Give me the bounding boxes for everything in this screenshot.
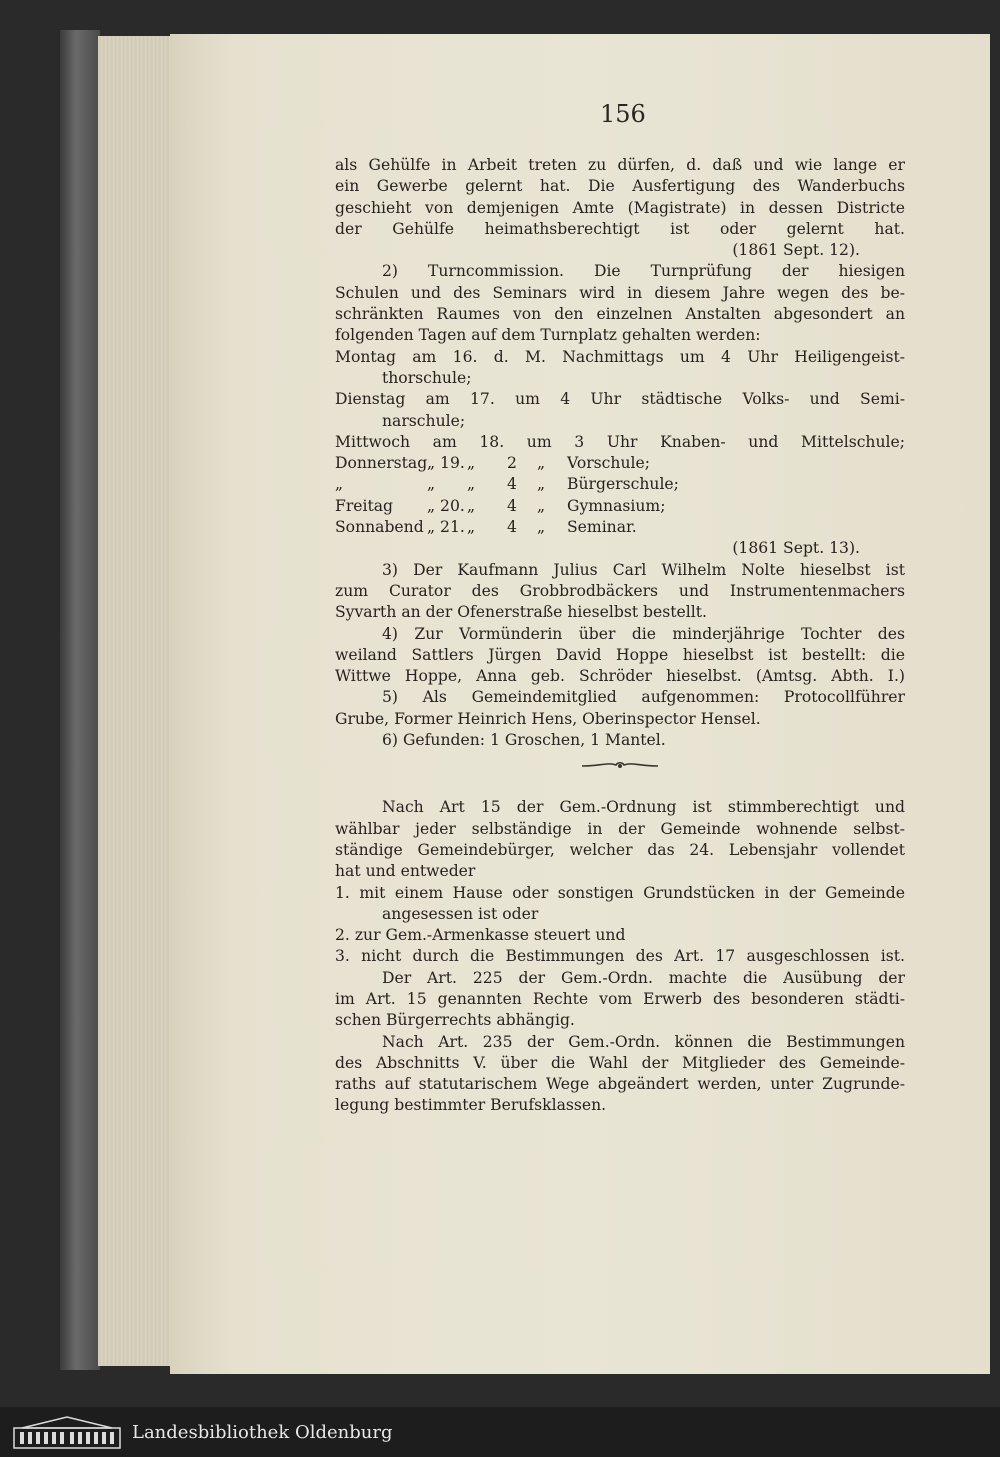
page-stack: [98, 36, 178, 1366]
schedule-uhr: „: [537, 496, 546, 515]
schedule-hour: 2: [507, 454, 517, 473]
library-name: Landesbibliothek Oldenburg: [132, 1421, 393, 1443]
text-line: wählbar jeder selbständige in der Gemeinde wohnende selbst-: [335, 819, 905, 838]
text-line: zum Curator des Grobbrodbäckers und Instrumentenmachers: [335, 581, 905, 600]
book-cover-edge: [60, 30, 100, 1370]
text-line: Grube, Former Heinrich Hens, Oberinspector Hensel.: [335, 709, 761, 728]
schedule-school: Gymnasium;: [567, 496, 666, 515]
text-line: thorschule;: [382, 368, 472, 387]
ornament-divider: [335, 751, 905, 781]
schedule-day: Freitag: [335, 496, 394, 515]
text-line: folgenden Tagen auf dem Turnplatz gehalten werden:: [335, 326, 761, 345]
schedule-date: „ 19.: [427, 454, 465, 473]
text-line: Der Art. 225 der Gem.-Ordn. machte die Ausübung der: [382, 968, 905, 987]
schedule-um: „: [467, 518, 476, 537]
schedule-hour: 4: [507, 475, 517, 494]
section-gap: [335, 781, 905, 797]
schedule-hour: 4: [507, 496, 517, 515]
schedule-uhr: „: [537, 518, 546, 537]
text-line: Nach Art. 235 der Gem.-Ordn. können die Bestimmungen: [382, 1032, 905, 1051]
schedule-hour: 4: [507, 518, 517, 537]
schedule-row: [335, 517, 905, 538]
text-line: narschule;: [382, 411, 466, 430]
turn-schedule: [335, 453, 905, 538]
text-line: 5) Als Gemeindemitglied aufgenommen: Protocollführer: [382, 688, 905, 707]
page-number: 156: [600, 100, 646, 128]
text-line: Nach Art 15 der Gem.-Ordnung ist stimmberechtigt und: [382, 798, 905, 817]
text-line: raths auf statutarischem Wege abgeändert werden, unter Zugrunde-: [335, 1075, 905, 1094]
text-line: der Gehülfe heimathsberechtigt ist oder gelernt hat.: [335, 219, 905, 238]
schedule-day: Donnerstag: [335, 454, 428, 473]
schedule-date: „: [427, 475, 436, 494]
text-line: hat und entweder: [335, 862, 476, 881]
schedule-date: „ 20.: [427, 496, 465, 515]
text-line: schränkten Raumes von den einzelnen Anstalten abgesondert an: [335, 305, 905, 324]
text-line: 3) Der Kaufmann Julius Carl Wilhelm Nolte hieselbst ist: [382, 560, 905, 579]
text-line: 4) Zur Vormünderin über die minderjährige Tochter des: [382, 624, 905, 643]
text-line: 3. nicht durch die Bestimmungen des Art. 17 ausgeschlossen ist.: [335, 947, 905, 966]
schedule-uhr: „: [537, 454, 546, 473]
text-line: weiland Sattlers Jürgen David Hoppe hieselbst ist bestellt: die: [335, 645, 905, 664]
schedule-school: Bürgerschule;: [567, 475, 679, 494]
text-line: Mittwoch am 18. um 3 Uhr Knaben- und Mittelschule;: [335, 432, 905, 451]
text-section-1: [335, 155, 905, 453]
text-section-2: [335, 538, 905, 751]
text-line: schen Bürgerrechts abhängig.: [335, 1011, 575, 1030]
text-line: legung bestimmter Berufsklassen.: [335, 1096, 607, 1115]
page-text: [335, 155, 905, 1117]
text-line: ständige Gemeindebürger, welcher das 24. Lebensjahr vollendet: [335, 840, 905, 859]
text-line: Syvarth an der Ofenerstraße hieselbst bestellt.: [335, 603, 707, 622]
schedule-date: „ 21.: [427, 518, 465, 537]
schedule-school: Seminar.: [567, 518, 637, 537]
text-line: des Abschnitts V. über die Wahl der Mitglieder des Gemeinde-: [335, 1053, 905, 1072]
text-line: Dienstag am 17. um 4 Uhr städtische Volks- und Semi-: [335, 390, 905, 409]
library-building-logo-icon: [12, 1414, 122, 1450]
schedule-day: Sonnabend: [335, 518, 424, 537]
text-line: angesessen ist oder: [382, 904, 539, 923]
schedule-row: [335, 453, 905, 474]
text-line: 1. mit einem Hause oder sonstigen Grundstücken in der Gemeinde: [335, 883, 905, 902]
schedule-um: „: [467, 454, 476, 473]
schedule-school: Vorschule;: [567, 454, 650, 473]
text-line: 2. zur Gem.-Armenkasse steuert und: [335, 926, 626, 945]
text-line: Wittwe Hoppe, Anna geb. Schröder hieselbst. (Amtsg. Abth. I.): [335, 667, 905, 686]
text-line: als Gehülfe in Arbeit treten zu dürfen, d. daß und wie lange er: [335, 156, 905, 174]
text-line: 6) Gefunden: 1 Groschen, 1 Mantel.: [382, 731, 666, 750]
ornament-icon: [580, 760, 660, 772]
footer-bar: [0, 1407, 1000, 1457]
text-line: ein Gewerbe gelernt hat. Die Ausfertigung des Wanderbuchs: [335, 177, 905, 196]
text-line: Schulen und des Seminars wird in diesem Jahre wegen des be-: [335, 283, 905, 302]
schedule-row: [335, 496, 905, 517]
text-line: (1861 Sept. 12).: [732, 241, 860, 260]
schedule-um: „: [467, 496, 476, 515]
text-line: 2) Turncommission. Die Turnprüfung der hiesigen: [382, 262, 905, 281]
schedule-uhr: „: [537, 475, 546, 494]
schedule-row: [335, 474, 905, 495]
text-section-3: [335, 797, 905, 1116]
text-line: geschieht von demjenigen Amte (Magistrate) in dessen Districte: [335, 198, 905, 217]
text-line: Montag am 16. d. M. Nachmittags um 4 Uhr Heiligengeist-: [335, 347, 905, 366]
schedule-um: „: [467, 475, 476, 494]
schedule-day: „: [335, 475, 344, 494]
text-line: im Art. 15 genannten Rechte vom Erwerb des besonderen städti-: [335, 989, 905, 1008]
text-line: (1861 Sept. 13).: [732, 539, 860, 558]
